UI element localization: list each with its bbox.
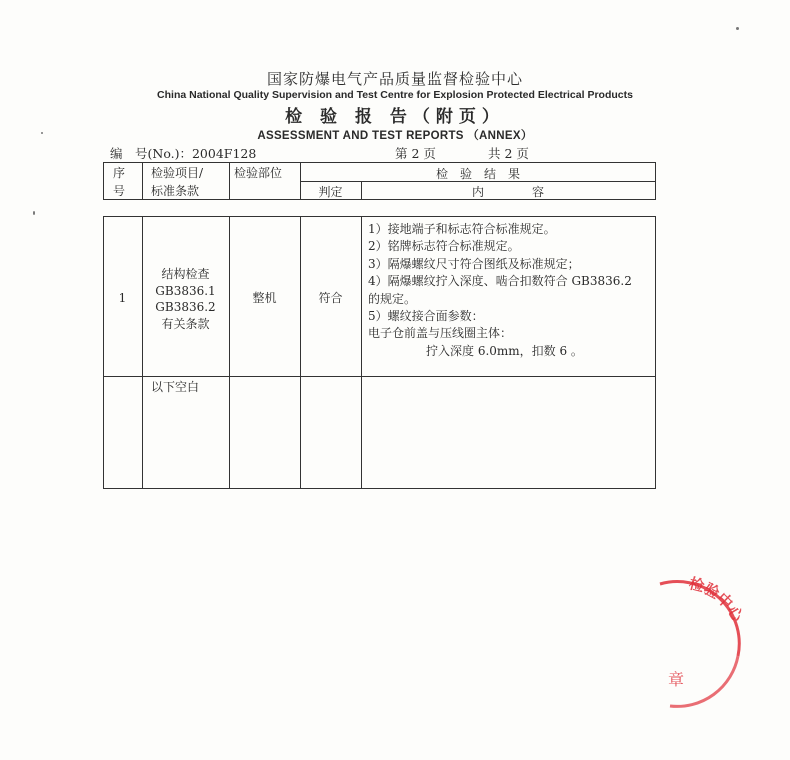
scan-speck [33, 211, 35, 215]
table-row-1-item [142, 266, 229, 332]
result-line: 2）铭牌标志符合标准规定。 [368, 239, 520, 254]
table-row-1-location: 整机 [252, 291, 277, 305]
page-total: 共 2 页 [488, 146, 529, 161]
location-header: 检验部位 [234, 166, 283, 180]
item-header-top: 检验项目/ [151, 166, 204, 180]
result-line: 1）接地端子和标志符合标准规定。 [368, 222, 556, 236]
table-row-1-item-line: GB3836.1 [155, 283, 216, 298]
table-row-2-item: 以下空白 [151, 380, 200, 394]
result-line: 5）螺纹接合面参数： [368, 309, 484, 324]
result-line: 的规定。 [368, 291, 417, 306]
report-number: 编 号(No.)：2004F128 [110, 146, 257, 161]
svg-text:检验中心 [687, 574, 747, 625]
table-row-1-seq: 1 [118, 291, 127, 305]
scan-speck [736, 27, 739, 30]
table-row-1-item-line: 结构检查 [161, 267, 210, 281]
result-line: 3）隔爆螺纹尺寸符合图纸及标准规定； [368, 256, 580, 271]
report-title-cn: 检 验 报 告（附页） [285, 107, 505, 127]
item-header-bottom: 标准条款 [151, 184, 200, 198]
seq-header-bottom: 号 [113, 184, 126, 198]
table-row-1-judgement: 符合 [318, 291, 343, 305]
result-header: 检 验 结 果 [435, 167, 520, 181]
result-line: 拧入深度 6.0mm，扣数 6 。 [426, 343, 583, 358]
table-row-1-content [368, 221, 658, 360]
page-number: 第 2 页 [395, 146, 436, 161]
org-title-en: China National Quality Supervision and Test Centre for Explosion Protected Electrical Products [157, 89, 633, 101]
seal-arc-text: 检验中心 [687, 574, 747, 625]
scan-speck [41, 132, 43, 134]
seal-stamp [610, 570, 750, 710]
org-title-cn: 国家防爆电气产品质量监督检验中心 [266, 70, 523, 88]
judgement-header: 判定 [318, 185, 343, 199]
table-row-1-item-line: 有关条款 [161, 316, 210, 331]
seq-header-top: 序 [113, 166, 126, 180]
seal-side-text: 章 [668, 670, 685, 689]
table-row-1-item-line: GB3836.2 [155, 300, 216, 314]
content-header: 内 容 [471, 185, 544, 199]
result-line: 4）隔爆螺纹拧入深度、啮合扣数符合 GB3836.2 [368, 274, 632, 289]
report-title-en: ASSESSMENT AND TEST REPORTS （ANNEX） [257, 130, 533, 142]
result-line: 电子仓前盖与压线圈主体： [368, 326, 513, 341]
